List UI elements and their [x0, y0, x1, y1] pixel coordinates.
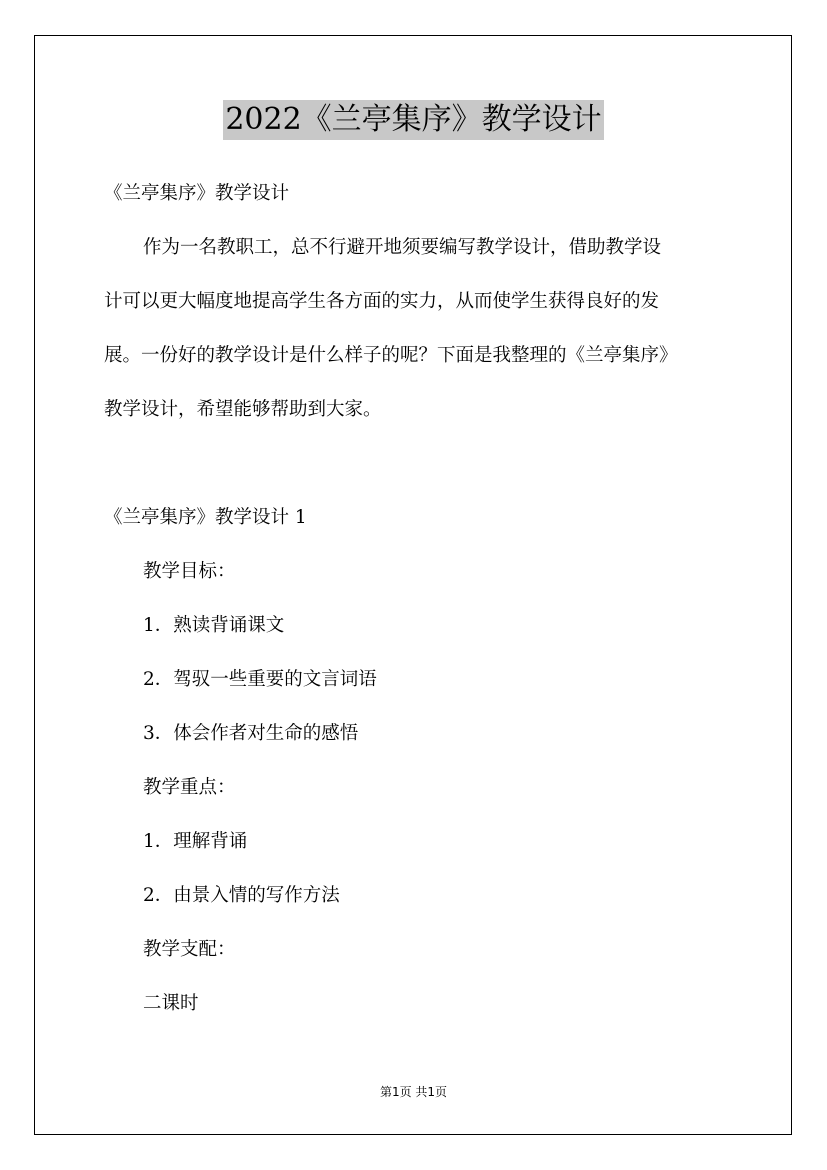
objectives-label: 教学目标： [143, 561, 236, 582]
title-container [0, 100, 827, 140]
document-subtitle: 《兰亭集序》教学设计 [104, 183, 290, 204]
objective-item: 3．体会作者对生命的感悟 [143, 723, 359, 744]
document-title: 2022《兰亭集序》教学设计 [223, 100, 603, 140]
page-number: 第1页 共1页 [379, 1085, 448, 1099]
objective-item: 2．驾驭一些重要的文言词语 [143, 669, 377, 690]
intro-line: 作为一名教职工，总不行避开地须要编写教学设计，借助教学设 [143, 237, 662, 258]
intro-line: 计可以更大幅度地提高学生各方面的实力，从而使学生获得良好的发 [104, 291, 660, 312]
intro-line: 教学设计，希望能够帮助到大家。 [104, 399, 382, 420]
intro-line: 展。一份好的教学设计是什么样子的呢？下面是我整理的《兰亭集序》 [104, 345, 678, 366]
schedule-value: 二课时 [143, 993, 199, 1014]
objective-item: 1．熟读背诵课文 [143, 615, 285, 636]
schedule-label: 教学支配： [143, 939, 236, 960]
keypoint-item: 2．由景入情的写作方法 [143, 885, 340, 906]
keypoint-item: 1．理解背诵 [143, 831, 248, 852]
keypoints-label: 教学重点： [143, 777, 236, 798]
section-heading: 《兰亭集序》教学设计 1 [104, 507, 307, 528]
